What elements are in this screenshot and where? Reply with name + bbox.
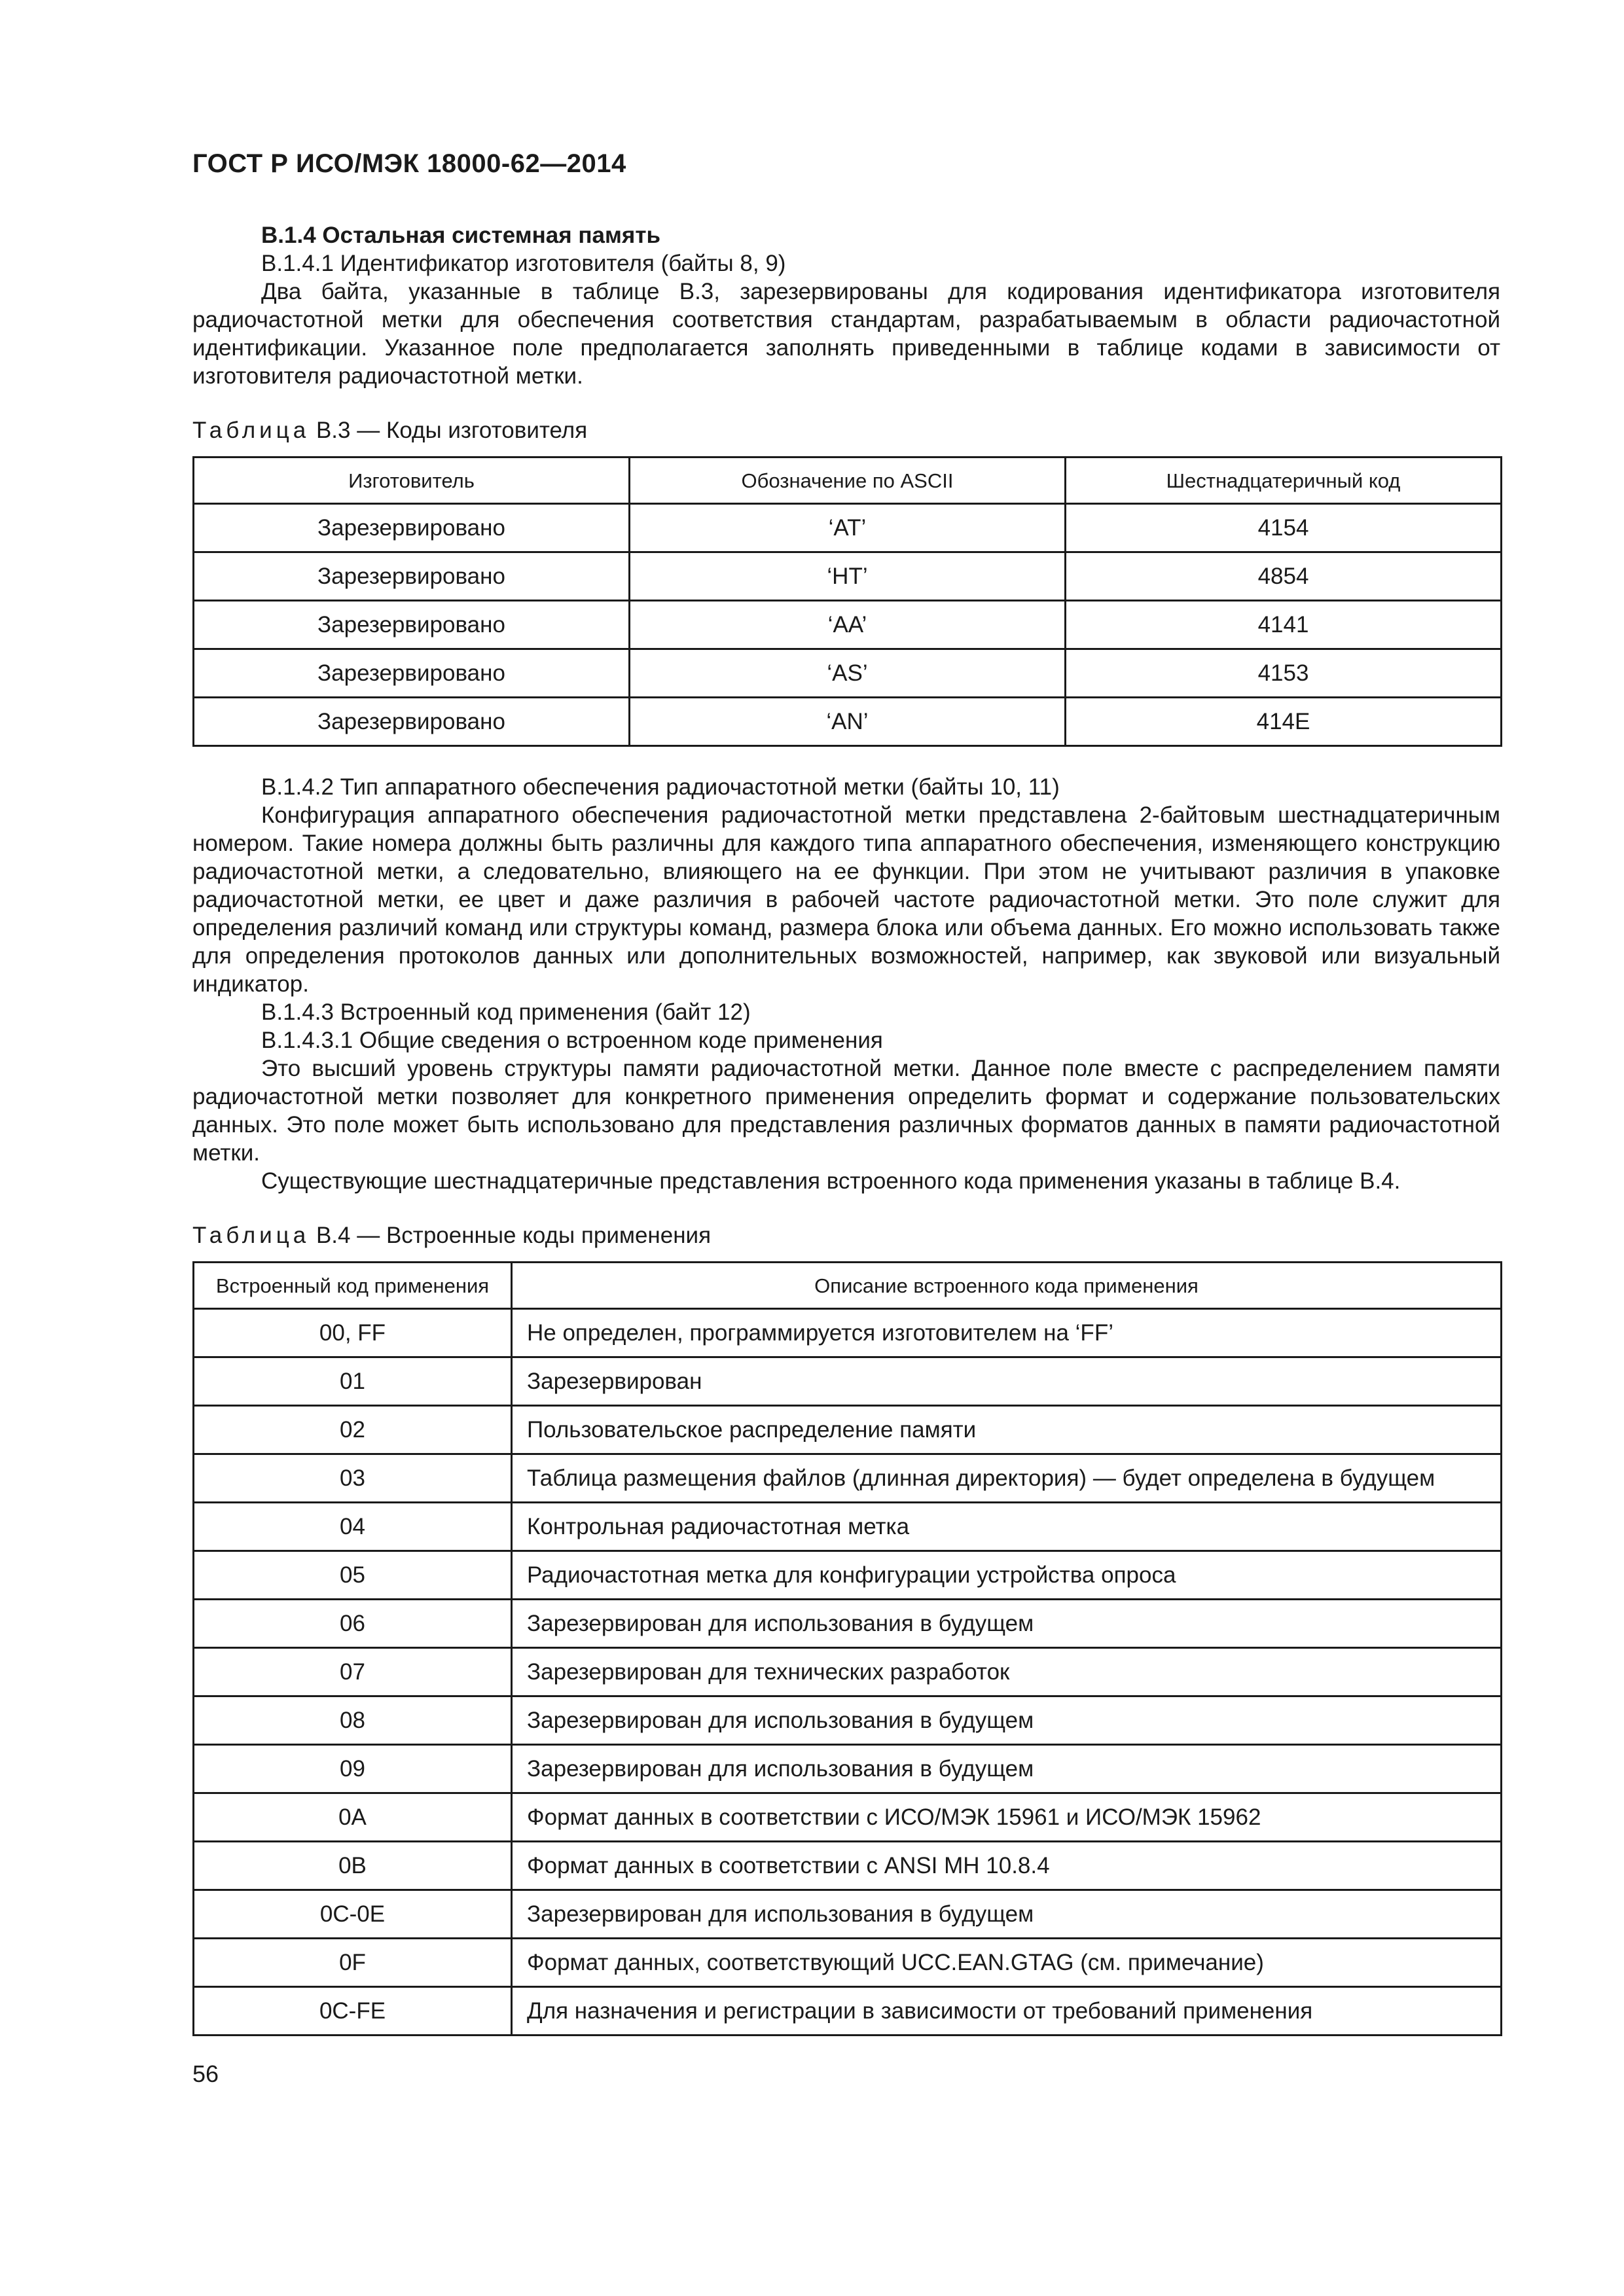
page-content: [192, 221, 1500, 2036]
table-cell: Контрольная радиочастотная метка: [512, 1503, 1502, 1551]
table-cell: ‘AN’: [630, 698, 1066, 746]
table-row: [194, 1406, 1502, 1454]
paragraph-application-code: Это высший уровень структуры памяти радиочастотной метки. Данное поле вместе с распределением памяти радиочастотной метки позволяет для конкретного применения определить формат и содержание пользовательских данных. Это поле может быть использовано для представления различных форматов данных в памяти радиочастотной метки.: [192, 1056, 1500, 1166]
table-row: [194, 1551, 1502, 1600]
subsection-heading-b141: В.1.4.1 Идентификатор изготовителя (байты 8, 9): [261, 251, 786, 276]
paragraph-application-code-reference: Существующие шестнадцатеричные представления встроенного кода применения указаны в таблице В.4.: [261, 1168, 1401, 1194]
table-row: [194, 504, 1502, 552]
table-cell: Зарезервирован для использования в будущем: [512, 1890, 1502, 1939]
table-b4: [192, 1261, 1502, 2036]
table-cell: Зарезервирован для технических разработок: [512, 1648, 1502, 1696]
table-cell: Зарезервировано: [194, 601, 630, 649]
page-number: 56: [192, 2060, 219, 2087]
table-b3-caption: [192, 416, 1500, 444]
table-cell: 06: [194, 1600, 512, 1648]
table-row: [194, 1842, 1502, 1890]
table-cell: Для назначения и регистрации в зависимости от требований применения: [512, 1987, 1502, 2036]
table-cell: 02: [194, 1406, 512, 1454]
table-cell: 00, FF: [194, 1309, 512, 1357]
table-row: [194, 1696, 1502, 1745]
table-header-row: [194, 457, 1502, 504]
paragraph-hardware-type: Конфигурация аппаратного обеспечения радиочастотной метки представлена 2-байтовым шестнадцатеричным номером. Такие номера должны быть различны для каждого типа аппаратного обеспечения, изменяющего конструкцию радиочастотной метки, а следовательно, влияющего на ее функции. При этом не учитывают различия в упаковке радиочастотной метки, ее цвет и даже различия в рабочей частоте радиочастотной метки. Это поле служит для определения различий команд или структуры команд, размера блока или объема данных. Его можно использовать также для определения протоколов данных или дополнительных возможностей, например, как звуковой или визуальный индикатор.: [192, 802, 1500, 997]
subsection-heading-b143: В.1.4.3 Встроенный код применения (байт 12): [261, 999, 751, 1025]
subsection-heading-b1431: В.1.4.3.1 Общие сведения о встроенном коде применения: [261, 1028, 883, 1053]
table-header-cell: Изготовитель: [194, 457, 630, 504]
table-cell: Зарезервировано: [194, 649, 630, 698]
table-cell: 01: [194, 1357, 512, 1406]
table-cell: 0A: [194, 1793, 512, 1842]
table-b3: [192, 456, 1502, 747]
table-row: [194, 1309, 1502, 1357]
subsection-heading-b142: В.1.4.2 Тип аппаратного обеспечения радиочастотной метки (байты 10, 11): [261, 774, 1060, 800]
table-row: [194, 1357, 1502, 1406]
table-cell: 04: [194, 1503, 512, 1551]
table-header-cell: Обозначение по ASCII: [630, 457, 1066, 504]
table-cell: Формат данных, соответствующий UCC.EAN.GTAG (см. примечание): [512, 1939, 1502, 1987]
table-row: [194, 1890, 1502, 1939]
table-cell: Формат данных в соответствии с ANSI MH 10.8.4: [512, 1842, 1502, 1890]
table-cell: Формат данных в соответствии с ИСО/МЭК 15961 и ИСО/МЭК 15962: [512, 1793, 1502, 1842]
table-cell: Зарезервирован: [512, 1357, 1502, 1406]
table-cell: Зарезервировано: [194, 552, 630, 601]
table-cell: ‘HT’: [630, 552, 1066, 601]
table-header-row: [194, 1263, 1502, 1309]
table-header-cell: Описание встроенного кода применения: [512, 1263, 1502, 1309]
table-row: [194, 552, 1502, 601]
table-cell: 0F: [194, 1939, 512, 1987]
table-cell: Зарезервирован для использования в будущем: [512, 1600, 1502, 1648]
table-cell: Зарезервировано: [194, 698, 630, 746]
table-cell: 05: [194, 1551, 512, 1600]
table-cell: ‘AS’: [630, 649, 1066, 698]
table-cell: ‘AA’: [630, 601, 1066, 649]
table-cell: 0B: [194, 1842, 512, 1890]
table-b4-caption: [192, 1221, 1500, 1249]
table-row: [194, 698, 1502, 746]
table-cell: Не определен, программируется изготовителем на ‘FF’: [512, 1309, 1502, 1357]
table-cell: Зарезервирован для использования в будущем: [512, 1696, 1502, 1745]
table-b3-caption-word: Таблица: [192, 418, 310, 443]
table-row: [194, 1939, 1502, 1987]
table-cell: Зарезервировано: [194, 504, 630, 552]
table-b4-caption-title: В.4 — Встроенные коды применения: [310, 1223, 712, 1248]
table-cell: 4854: [1066, 552, 1502, 601]
section-heading-b14: В.1.4 Остальная системная память: [261, 223, 660, 248]
table-cell: 07: [194, 1648, 512, 1696]
table-cell: 4153: [1066, 649, 1502, 698]
table-header-cell: Встроенный код применения: [194, 1263, 512, 1309]
table-row: [194, 1793, 1502, 1842]
table-b4-caption-word: Таблица: [192, 1223, 310, 1248]
table-cell: 03: [194, 1454, 512, 1503]
table-row: [194, 1503, 1502, 1551]
table-cell: 4141: [1066, 601, 1502, 649]
table-row: [194, 649, 1502, 698]
document-code: ГОСТ Р ИСО/МЭК 18000-62—2014: [192, 149, 626, 178]
table-cell: 4154: [1066, 504, 1502, 552]
table-cell: 08: [194, 1696, 512, 1745]
table-cell: 414E: [1066, 698, 1502, 746]
table-row: [194, 1745, 1502, 1793]
table-cell: Радиочастотная метка для конфигурации устройства опроса: [512, 1551, 1502, 1600]
table-row: [194, 1987, 1502, 2036]
table-header-cell: Шестнадцатеричный код: [1066, 457, 1502, 504]
table-b3-caption-title: В.3 — Коды изготовителя: [310, 418, 588, 443]
paragraph-manufacturer-id: Два байта, указанные в таблице В.3, зарезервированы для кодирования идентификатора изготовителя радиочастотной метки для обеспечения соответствия стандартам, разрабатываемым в области радиочастотной идентификации. Указанное поле предполагается заполнять приведенными в таблице кодами в зависимости от изготовителя радиочастотной метки.: [192, 279, 1500, 389]
table-cell: 0C-0E: [194, 1890, 512, 1939]
table-row: [194, 1648, 1502, 1696]
table-cell: Пользовательское распределение памяти: [512, 1406, 1502, 1454]
table-cell: ‘AT’: [630, 504, 1066, 552]
table-cell: 0C-FE: [194, 1987, 512, 2036]
table-row: [194, 601, 1502, 649]
table-cell: Зарезервирован для использования в будущем: [512, 1745, 1502, 1793]
table-row: [194, 1600, 1502, 1648]
table-row: [194, 1454, 1502, 1503]
table-cell: Таблица размещения файлов (длинная директория) — будет определена в будущем: [512, 1454, 1502, 1503]
table-cell: 09: [194, 1745, 512, 1793]
